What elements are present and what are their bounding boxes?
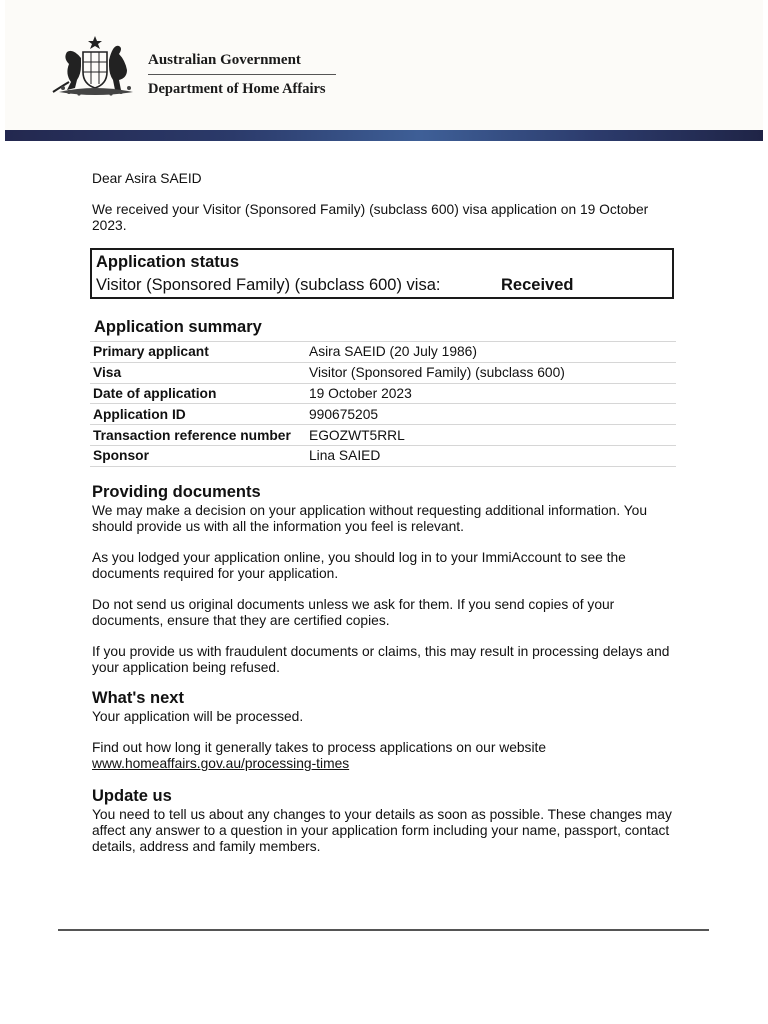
- whats-next-section: [92, 689, 682, 772]
- paragraph: You need to tell us about any changes to your details as soon as possible. These changes may affect any answer to a question in your application form including your name, passport, contact details, address and family members.: [92, 807, 672, 854]
- government-name: Australian Government: [148, 52, 301, 68]
- table-row: [90, 342, 676, 363]
- application-summary-table: [90, 341, 676, 467]
- row-value: Asira SAEID (20 July 1986): [306, 342, 676, 363]
- row-label: Primary applicant: [90, 342, 306, 363]
- footer-divider: [58, 929, 709, 931]
- row-label: Sponsor: [90, 445, 306, 466]
- government-branding: [148, 51, 336, 98]
- status-title: Application status: [96, 253, 240, 271]
- table-row: [90, 404, 676, 425]
- paragraph: We may make a decision on your application without requesting additional information. You should provide us with all the information you feel is relevant.: [92, 503, 648, 534]
- paragraph: Your application will be processed.: [92, 709, 304, 724]
- row-label: Application ID: [90, 404, 306, 425]
- section-heading: Update us: [92, 787, 172, 805]
- row-value: Visitor (Sponsored Family) (subclass 600): [306, 362, 676, 383]
- row-label: Visa: [90, 362, 306, 383]
- update-us-section: [92, 787, 682, 855]
- table-row: [90, 362, 676, 383]
- header-band: [5, 130, 763, 141]
- letter-intro: We received your Visitor (Sponsored Family) (subclass 600) visa application on 19 October 2023.: [92, 202, 649, 233]
- status-visa-label: Visitor (Sponsored Family) (subclass 600) visa:: [96, 276, 441, 294]
- letter-greeting: Dear Asira SAEID: [92, 171, 202, 186]
- paragraph: If you provide us with fraudulent documents or claims, this may result in processing delays and your application being refused.: [92, 644, 670, 675]
- paragraph: As you lodged your application online, you should log in to your ImmiAccount to see the documents required for your application.: [92, 550, 626, 581]
- section-heading: What's next: [92, 689, 184, 707]
- row-value: Lina SAIED: [306, 445, 676, 466]
- row-label: Date of application: [90, 383, 306, 404]
- summary-title: Application summary: [94, 318, 262, 336]
- paragraph: Do not send us original documents unless we ask for them. If you send copies of your documents, ensure that they are certified copies.: [92, 597, 615, 628]
- table-row: [90, 445, 676, 466]
- processing-times-link[interactable]: www.homeaffairs.gov.au/processing-times: [92, 756, 350, 771]
- table-row: [90, 425, 676, 446]
- paragraph: [92, 740, 682, 772]
- letterhead: [5, 0, 763, 130]
- branding-divider: [148, 74, 336, 75]
- table-row: [90, 383, 676, 404]
- status-badge: Received: [501, 276, 574, 294]
- department-name: Department of Home Affairs: [148, 81, 326, 97]
- section-heading: Providing documents: [92, 483, 261, 501]
- providing-documents-section: [92, 483, 682, 676]
- row-value: EGOZWT5RRL: [306, 425, 676, 446]
- row-value: 19 October 2023: [306, 383, 676, 404]
- coat-of-arms-icon: [49, 34, 141, 98]
- application-status-box: [90, 248, 674, 299]
- row-label: Transaction reference number: [90, 425, 306, 446]
- paragraph-text: Find out how long it generally takes to process applications on our website: [92, 740, 547, 755]
- row-value: 990675205: [306, 404, 676, 425]
